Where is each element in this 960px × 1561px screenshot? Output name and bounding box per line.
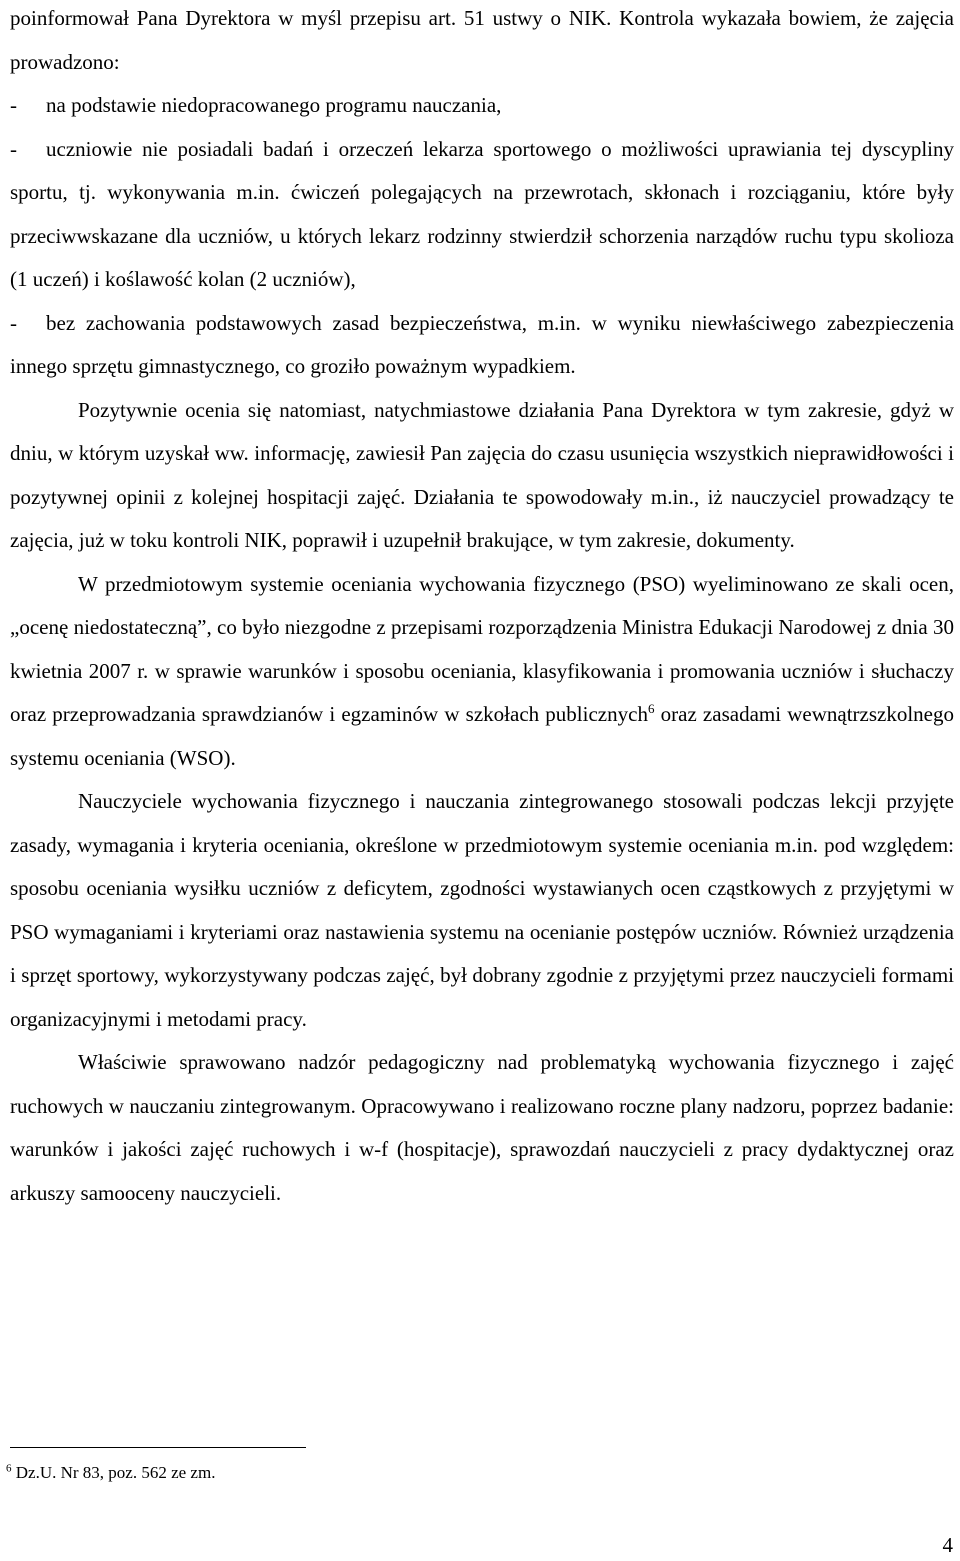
- list-item: [10, 84, 954, 128]
- footnote-separator: [10, 1447, 306, 1448]
- paragraph: Właściwie sprawowano nadzór pedagogiczny nad problematyką wychowania fizycznego i zajęć ruchowych w nauczaniu zintegrowanym. Opracowywano i realizowano roczne plany nadzoru, poprzez badanie: warunków i jakości zajęć ruchowych i w-f (hospitacje), sprawozdań nauczycieli z pracy dydaktycznej oraz arkuszy samooceny nauczycieli.: [10, 1050, 954, 1205]
- paragraph: Pozytywnie ocenia się natomiast, natychmiastowe działania Pana Dyrektora w tym zakresie, gdyż w dniu, w którym uzyskał ww. informację, zawiesił Pan zajęcia do czasu usunięcia wszystkich nieprawidłowości i pozytywnej opinii z kolejnej hospitacji zajęć. Działania te spowodowały m.in., iż nauczyciel prowadzący te zajęcia, już w toku kontroli NIK, poprawił i uzupełnił brakujące, w tym zakresie, dokumenty.: [10, 397, 954, 552]
- paragraph-text: oraz zasadami wewnątrzszkolnego systemu oceniania (WSO).: [10, 702, 954, 770]
- footnote-marker: 6: [6, 1462, 12, 1475]
- list-dash: -: [10, 93, 17, 117]
- paragraph: [10, 563, 954, 781]
- paragraph: Nauczyciele wychowania fizycznego i nauczania zintegrowanego stosowali podczas lekcji przyjęte zasady, wymagania i kryteria oceniania, określone w przedmiotowym systemie oceniania m.in. pod względem: sposobu oceniania wysiłku uczniów z deficytem, zgodności wystawianych ocen cząstkowych z przyjętymi w PSO wymaganiami i kryteriami oraz nastawienia systemu na ocenianie postępów uczniów. Również urządzenia i sprzęt sportowy, wykorzystywany podczas zajęć, był dobrany zgodnie z przyjętymi przez nauczycieli formami organizacyjnymi i metodami pracy.: [10, 789, 954, 1031]
- paragraph-text: W przedmiotowym systemie oceniania wychowania fizycznego (PSO) wyeliminowano ze skali ocen, „ocenę niedostateczną”, co było niezgodne z przepisami rozporządzenia Ministra Edukacji Narodowej z dnia 30 kwietnia 2007 r. w sprawie warunków i sposobu oceniania, klasyfikowania i promowania uczniów i słuchaczy oraz przeprowadzania sprawdzianów i egzaminów w szkołach publicznych: [10, 571, 954, 726]
- footnote: [6, 1462, 215, 1484]
- footnote-reference[interactable]: 6: [647, 701, 655, 716]
- list-item-text: bez zachowania podstawowych zasad bezpieczeństwa, m.in. w wyniku niewłaściwego zabezpieczenia innego sprzętu gimnastycznego, co groziło poważnym wypadkiem.: [10, 310, 954, 378]
- list-item: [10, 128, 954, 302]
- list-item-text: na podstawie niedopracowanego programu nauczania,: [46, 93, 502, 117]
- list-dash: -: [10, 310, 17, 335]
- list-item-text: uczniowie nie posiadali badań i orzeczeń lekarza sportowego o możliwości uprawiania tej dyscypliny sportu, tj. wykonywania m.in. ćwiczeń polegających na przewrotach, skłonach i rozciąganiu, które były przeciwwskazane dla uczniów, u których lekarz rodzinny stwierdził schorzenia narządów ruchu typu skolioza (1 uczeń) i koślawość kolan (2 uczniów),: [10, 136, 954, 291]
- document-page: [10, 0, 954, 1215]
- paragraph-continuation: poinformował Pana Dyrektora w myśl przepisu art. 51 ustwy o NIK. Kontrola wykazała bowiem, że zajęcia prowadzono:: [10, 6, 954, 74]
- list-item: [10, 302, 954, 389]
- list-dash: -: [10, 136, 17, 161]
- footnote-text: Dz.U. Nr 83, poz. 562 ze zm.: [11, 1463, 216, 1482]
- page-number: 4: [942, 1533, 953, 1557]
